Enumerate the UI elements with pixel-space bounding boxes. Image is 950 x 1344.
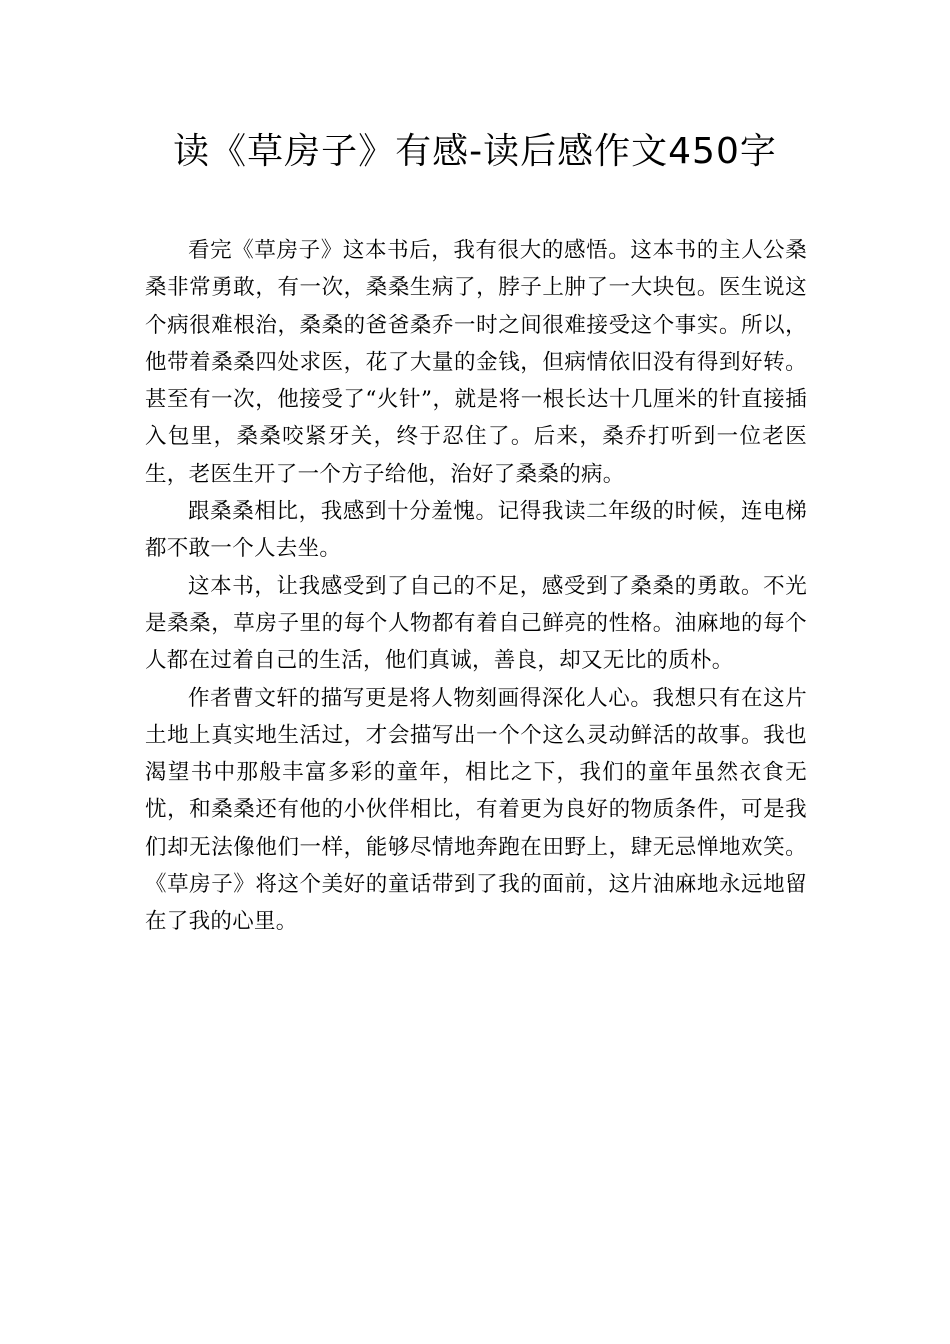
paragraph-3: 这本书，让我感受到了自己的不足，感受到了桑桑的勇敢。不光是桑桑，草房子里的每个人物都有着自己鲜亮的性格。油麻地的每个人都在过着自己的生活，他们真诚，善良，却又无比的质朴。 bbox=[145, 573, 807, 674]
paragraph-2: 跟桑桑相比，我感到十分羞愧。记得我读二年级的时候，连电梯都不敢一个人去坐。 bbox=[145, 499, 807, 562]
paragraph-4: 作者曹文轩的描写更是将人物刻画得深化人心。我想只有在这片土地上真实地生活过，才会描写出一个个这么灵动鲜活的故事。我也渴望书中那般丰富多彩的童年，相比之下，我们的童年虽然衣食无忧，和桑桑还有他的小伙伴相比，有着更为良好的物质条件，可是我们却无法像他们一样，能够尽情地奔跑在田野上，肆无忌惮地欢笑。《草房子》将这个美好的童话带到了我的面前，这片油麻地永远地留在了我的心里。 bbox=[145, 685, 807, 935]
document-title: 读《草房子》有感-读后感作文450字 bbox=[173, 131, 777, 172]
paragraph-1: 看完《草房子》这本书后，我有很大的感悟。这本书的主人公桑桑非常勇敢，有一次，桑桑生病了，脖子上肿了一大块包。医生说这个病很难根治，桑桑的爸爸桑乔一时之间很难接受这个事实。所以，他带着桑桑四处求医，花了大量的金钱，但病情依旧没有得到好转。甚至有一次，他接受了“火针”，就是将一根长达十几厘米的针直接插入包里，桑桑咬紧牙关，终于忍住了。后来，桑乔打听到一位老医生，老医生开了一个方子给他，治好了桑桑的病。 bbox=[145, 238, 807, 487]
document-body bbox=[145, 232, 807, 941]
